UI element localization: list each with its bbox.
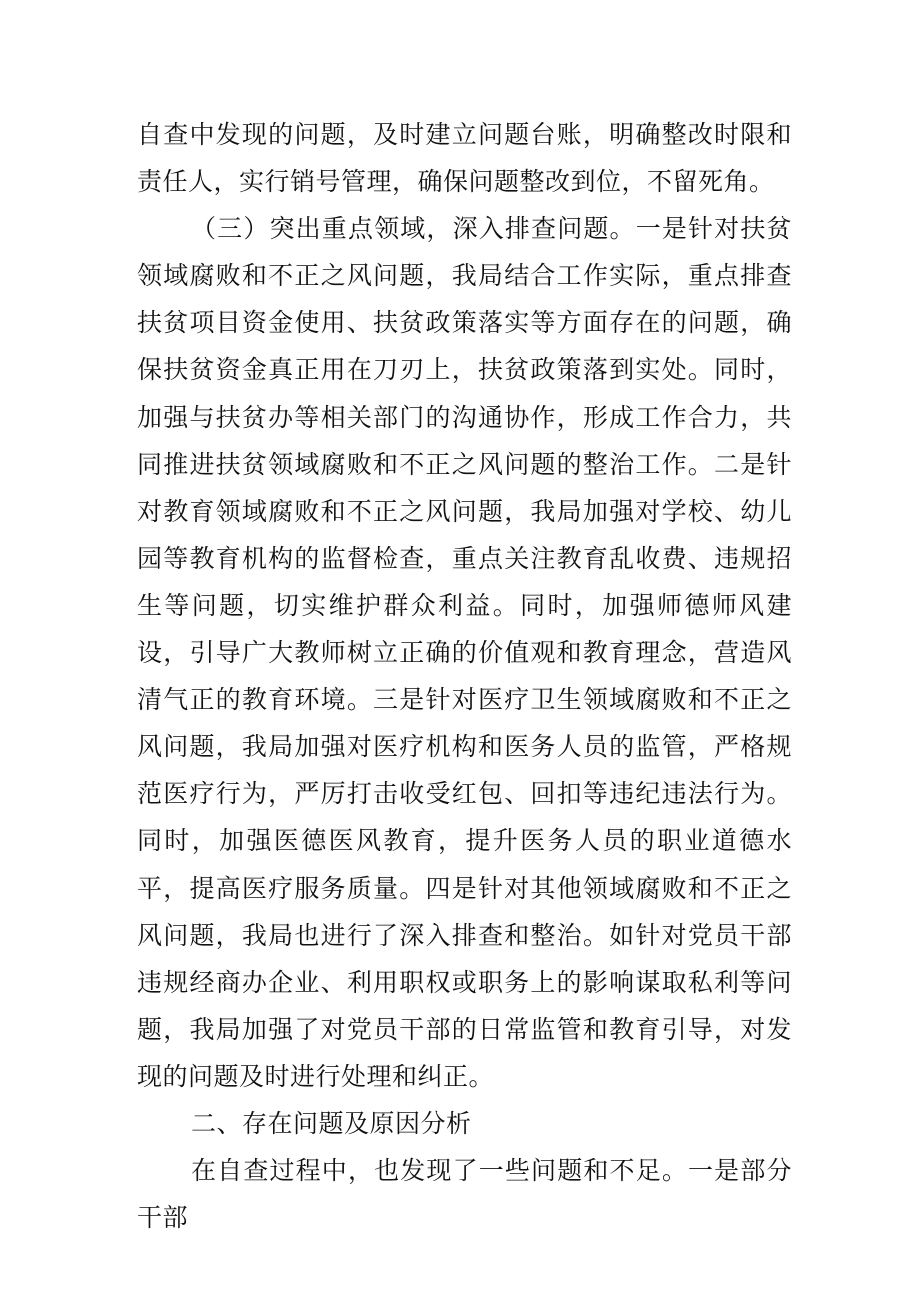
paragraph-problems: 在自查过程中，也发现了一些问题和不足。一是部分干部 <box>137 1156 792 1233</box>
section-heading: 二、存在问题及原因分析 <box>191 1108 472 1138</box>
paragraph-key-areas: （三）突出重点领域，深入排查问题。一是针对扶贫领域腐败和不正之风问题，我局结合工作实际，重点排查扶贫项目资金使用、扶贫政策落实等方面存在的问题，确保扶贫资金真正用在刀刃上，扶贫政策落到实处。同时，加强与扶贫办等相关部门的沟通协作，形成工作合力，共同推进扶贫领域腐败和不正之风问题的整治工作。二是针对教育领域腐败和不正之风问题，我局加强对学校、幼儿园等教育机构的监督检查，重点关注教育乱收费、违规招生等问题，切实维护群众利益。同时，加强师德师风建设，引导广大教师树立正确的价值观和教育理念，营造风清气正的教育环境。三是针对医疗卫生领域腐败和不正之风问题，我局加强对医疗机构和医务人员的监管，严格规范医疗行为，严厉打击收受红包、回扣等违纪违法行为。同时，加强医德医风教育，提升医务人员的职业道德水平，提高医疗服务质量。四是针对其他领域腐败和不正之风问题，我局也进行了深入排查和整治。如针对党员干部违规经商办企业、利用职权或职务上的影响谋取私利等问题，我局加强了对党员干部的日常监管和教育引导，对发现的问题及时进行处理和纠正。 <box>137 214 792 1091</box>
paragraph-continuation: 自查中发现的问题，及时建立问题台账，明确整改时限和责任人，实行销号管理，确保问题整改到位，不留死角。 <box>137 120 792 197</box>
